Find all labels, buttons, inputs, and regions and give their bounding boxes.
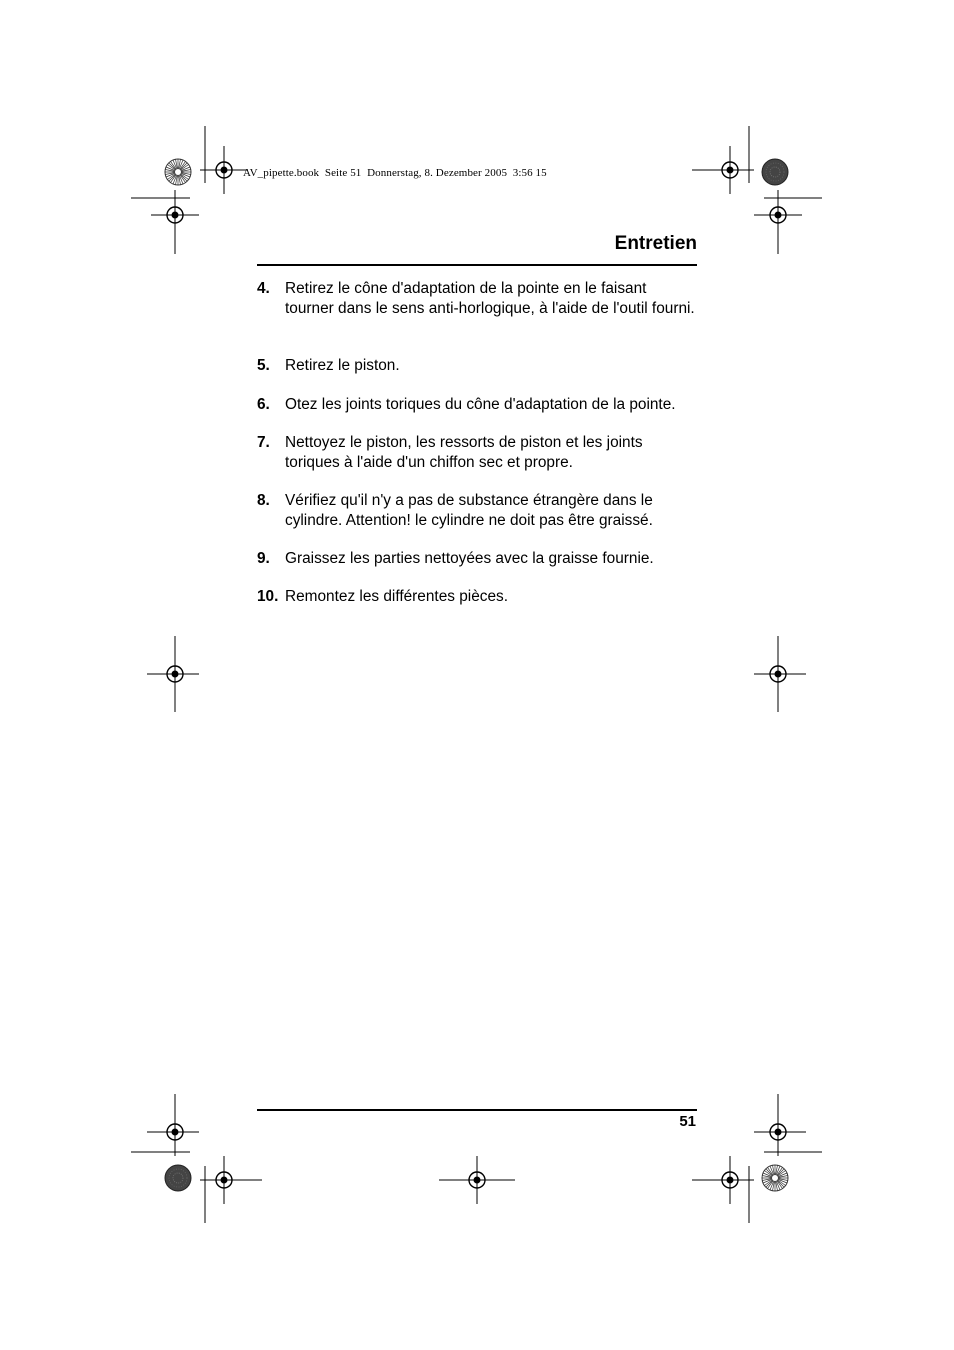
step-text: Graissez les parties nettoyées avec la graisse fournie. (285, 550, 654, 567)
step-text: Retirez le cône d'adaptation de la pointe en le faisant tourner dans le sens anti-horlogique, à l'aide de l'outil fourni. (285, 280, 695, 317)
step-text: Otez les joints toriques du cône d'adaptation de la pointe. (285, 396, 676, 413)
step-number: 6. (257, 396, 270, 413)
section-title: Entretien (614, 233, 697, 254)
step-number: 7. (257, 434, 270, 451)
print-slug-line: AV_pipette.book Seite 51 Donnerstag, 8. Dezember 2005 3:56 15 (243, 167, 547, 179)
step-text: Retirez le piston. (285, 357, 400, 374)
step-number: 8. (257, 492, 270, 509)
page-number: 51 (679, 1113, 696, 1130)
step-text: Vérifiez qu'il n'y a pas de substance étrangère dans le cylindre. Attention! le cylindre ne doit pas être graissé. (285, 492, 653, 529)
step-number: 5. (257, 357, 270, 374)
step-number: 10. (257, 588, 279, 605)
step-text: Remontez les différentes pièces. (285, 588, 508, 605)
step-number: 9. (257, 550, 270, 567)
step-text: Nettoyez le piston, les ressorts de piston et les joints toriques à l'aide d'un chiffon sec et propre. (285, 434, 643, 471)
step-number: 4. (257, 280, 270, 297)
